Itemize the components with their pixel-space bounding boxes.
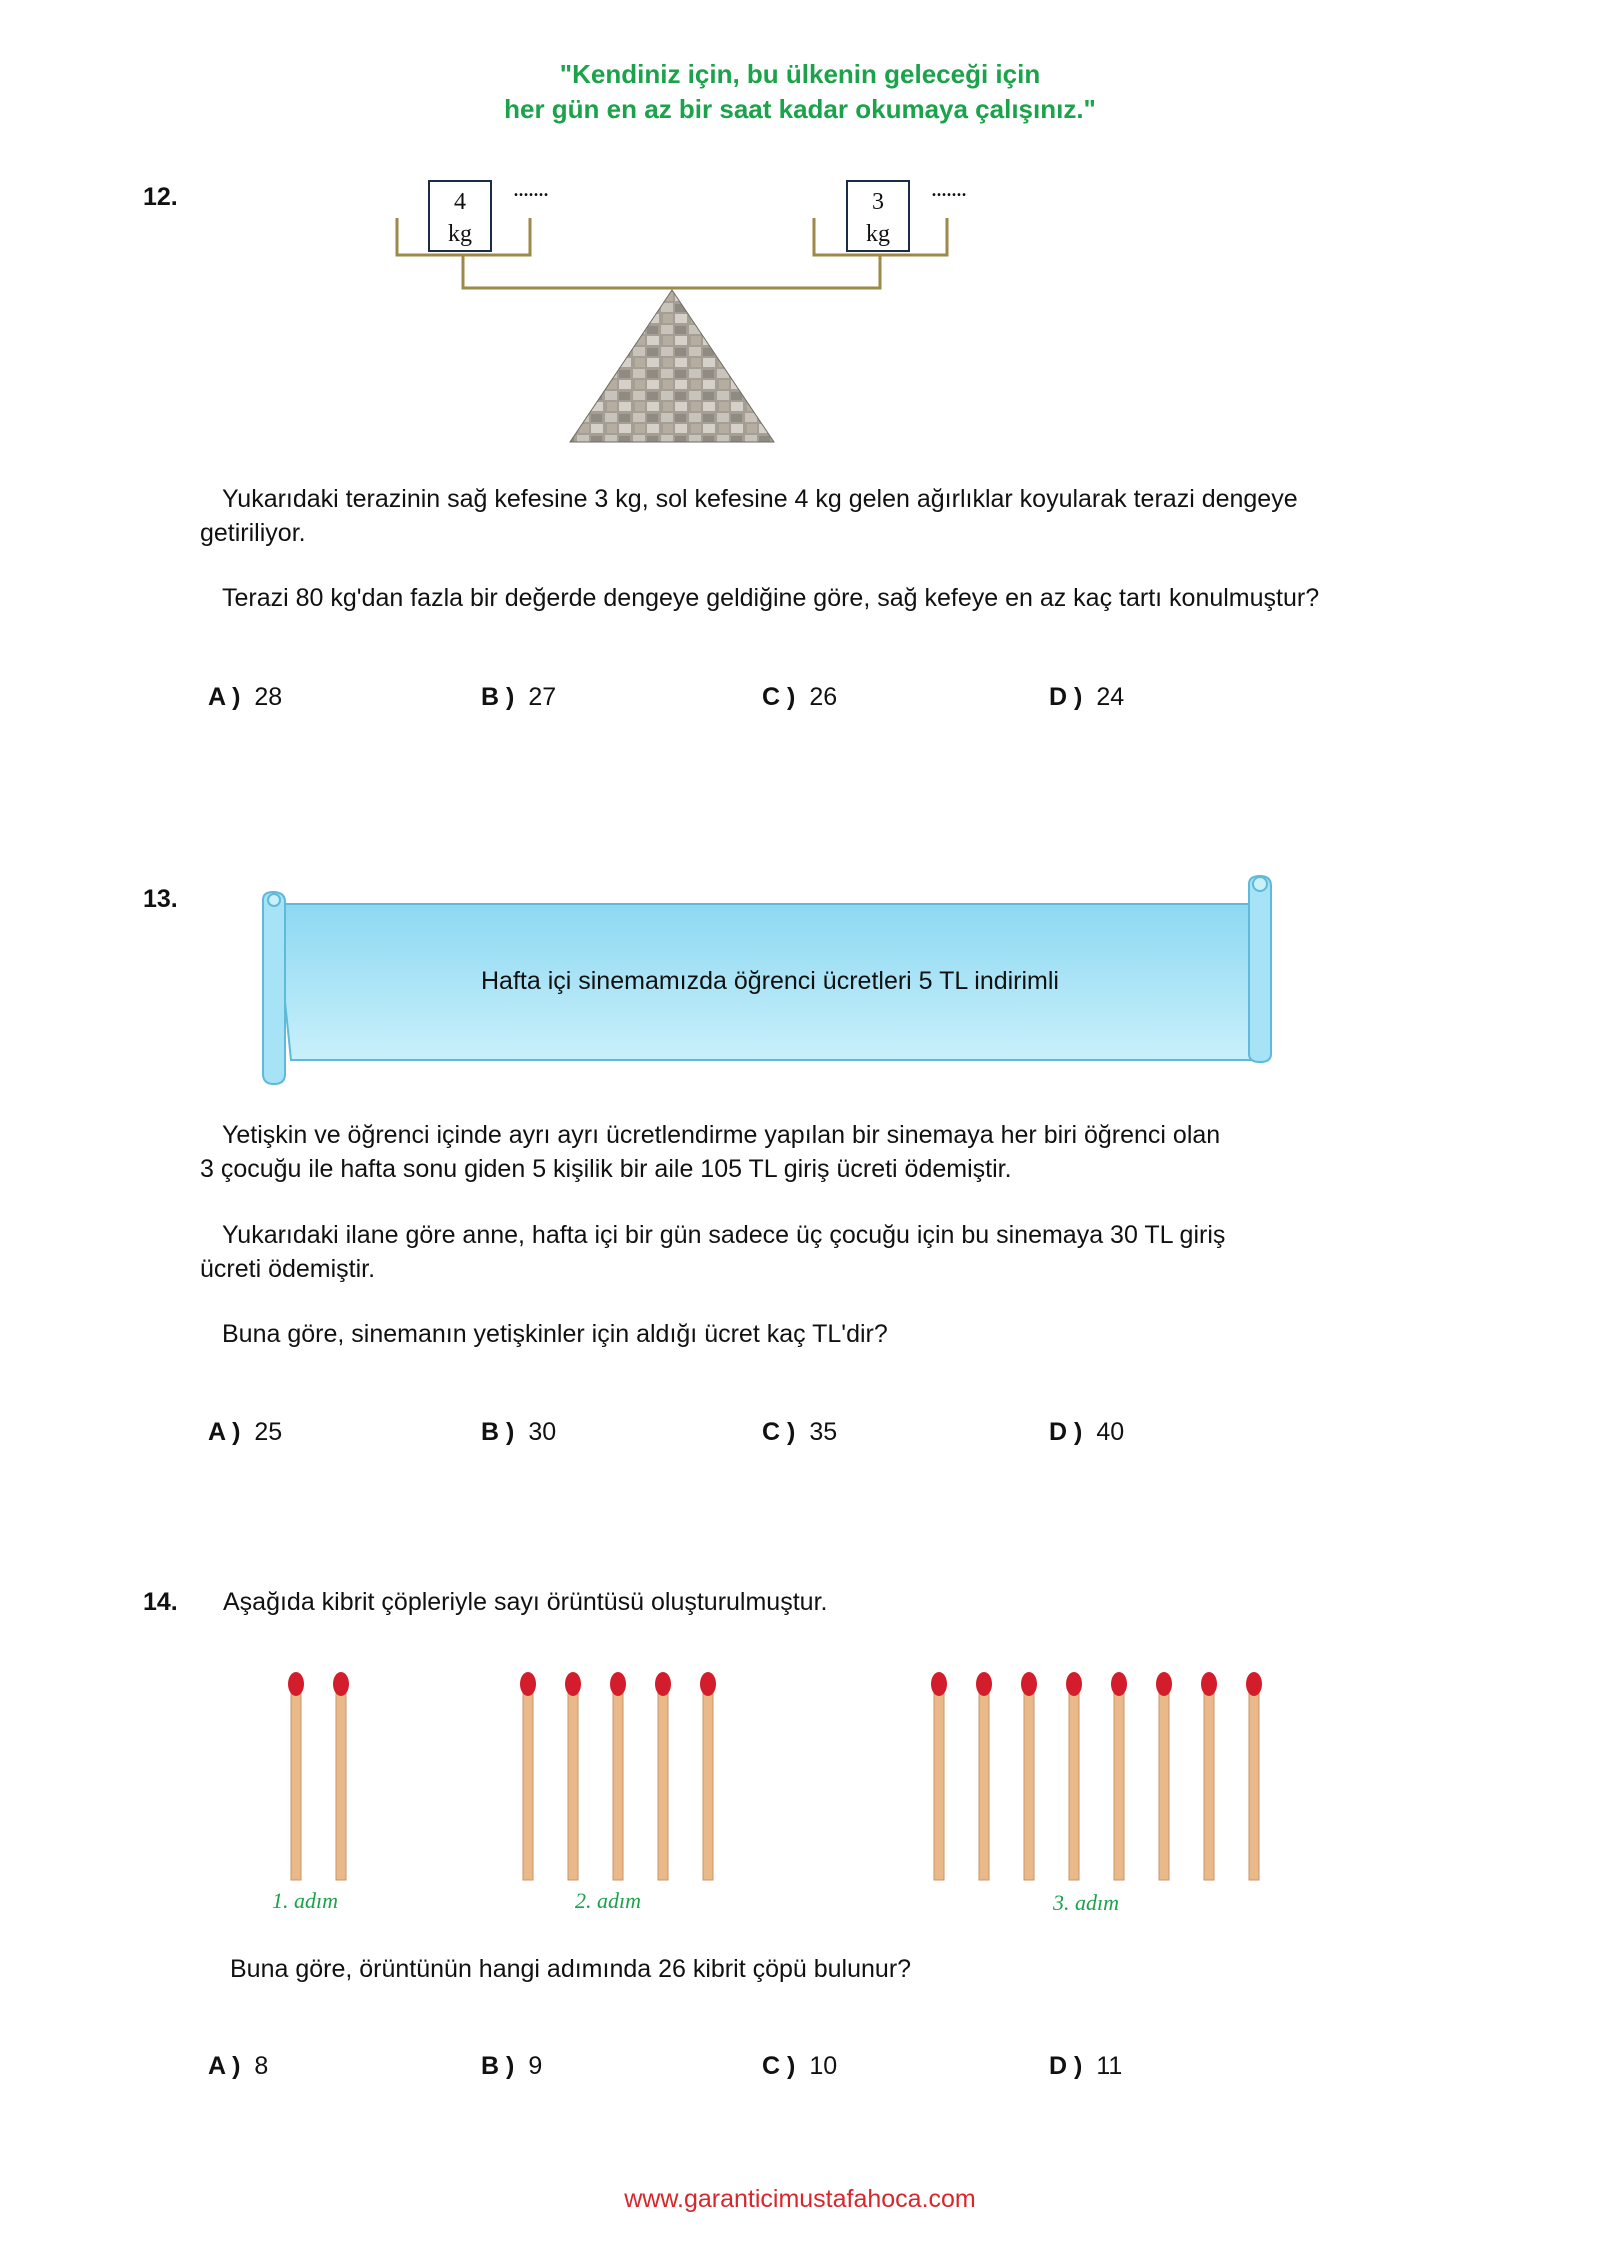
q13-option-a[interactable] bbox=[208, 1418, 282, 1447]
right-weight-unit: kg bbox=[866, 221, 890, 247]
q12-para1-line1: Yukarıdaki terazinin sağ kefesine 3 kg, sol kefesine 4 kg gelen ağırlıklar koyularak terazi dengeye bbox=[222, 485, 1298, 513]
left-weight-value: 4 bbox=[454, 189, 466, 215]
step-3-label: 3. adım bbox=[1053, 1890, 1119, 1915]
left-weight-box bbox=[428, 180, 492, 252]
option-label: A ) bbox=[208, 2052, 241, 2080]
step-2-label: 2. adım bbox=[575, 1888, 641, 1913]
matchstick bbox=[974, 1670, 994, 1882]
matchstick bbox=[1244, 1670, 1264, 1882]
q13-para3: Buna göre, sinemanın yetişkinler için aldığı ücret kaç TL'dir? bbox=[222, 1320, 888, 1348]
q12-option-b[interactable] bbox=[481, 683, 556, 712]
matchstick bbox=[563, 1670, 583, 1882]
option-label: C ) bbox=[762, 2052, 796, 2080]
option-value: 26 bbox=[809, 683, 838, 711]
q14-option-a[interactable] bbox=[208, 2052, 268, 2081]
matchstick-pattern bbox=[0, 1660, 1600, 1890]
scale-beam bbox=[463, 255, 880, 288]
question-13-number: 13. bbox=[143, 885, 178, 913]
question-13-paragraph-2 bbox=[200, 1218, 1225, 1286]
footer-website-link[interactable]: www.garanticimustafahoca.com bbox=[624, 2185, 976, 2213]
question-14-intro: Aşağıda kibrit çöpleriyle sayı örüntüsü oluşturulmuştur. bbox=[223, 1588, 828, 1616]
matchstick bbox=[1064, 1670, 1084, 1882]
option-value: 35 bbox=[809, 1418, 838, 1446]
matchstick bbox=[518, 1670, 538, 1882]
matchstick bbox=[698, 1670, 718, 1882]
option-value: 11 bbox=[1096, 2052, 1123, 2080]
question-12-paragraph-2 bbox=[200, 581, 1319, 615]
option-label: D ) bbox=[1049, 2052, 1083, 2080]
q14-option-c[interactable] bbox=[762, 2052, 837, 2081]
option-value: 25 bbox=[254, 1418, 283, 1446]
motto-line-2: her gün en az bir saat kadar okumaya çalışınız." bbox=[504, 94, 1096, 124]
q14-option-b[interactable] bbox=[481, 2052, 542, 2081]
option-value: 40 bbox=[1096, 1418, 1125, 1446]
matchstick bbox=[1154, 1670, 1174, 1882]
step-1-label: 1. adım bbox=[272, 1888, 338, 1913]
left-weight-dots: ....... bbox=[513, 176, 548, 202]
matchstick bbox=[1199, 1670, 1219, 1882]
option-value: 9 bbox=[528, 2052, 543, 2080]
option-label: B ) bbox=[481, 683, 515, 711]
matchstick bbox=[286, 1670, 306, 1882]
right-weight-value: 3 bbox=[872, 189, 884, 215]
matchstick bbox=[1109, 1670, 1129, 1882]
option-label: A ) bbox=[208, 683, 241, 711]
q12-para1-line2: getiriliyor. bbox=[200, 519, 306, 547]
matchstick bbox=[653, 1670, 673, 1882]
motto-line-1: "Kendiniz için, bu ülkenin geleceği için bbox=[559, 59, 1041, 89]
question-12-paragraph-1 bbox=[200, 482, 1298, 550]
q12-para2: Terazi 80 kg'dan fazla bir değerde dengeye geldiğine göre, sağ kefeye en az kaç tartı konulmuştur? bbox=[222, 584, 1320, 612]
option-value: 8 bbox=[254, 2052, 269, 2080]
question-13-paragraph-3 bbox=[200, 1317, 888, 1351]
option-label: D ) bbox=[1049, 683, 1083, 711]
q13-option-c[interactable] bbox=[762, 1418, 837, 1447]
stone-pyramid-fulcrum bbox=[570, 290, 774, 442]
option-label: A ) bbox=[208, 1418, 241, 1446]
question-14-question: Buna göre, örüntünün hangi adımında 26 kibrit çöpü bulunur? bbox=[230, 1955, 912, 1983]
q13-option-d[interactable] bbox=[1049, 1418, 1124, 1447]
option-value: 30 bbox=[528, 1418, 557, 1446]
q14-option-d[interactable] bbox=[1049, 2052, 1122, 2081]
left-weight-unit: kg bbox=[448, 221, 472, 247]
banner-announcement-text: Hafta içi sinemamızda öğrenci ücretleri 5 TL indirimli bbox=[481, 967, 1059, 995]
q13-para1-line1: Yetişkin ve öğrenci içinde ayrı ayrı ücretlendirme yapılan bir sinemaya her biri öğrenci olan bbox=[222, 1121, 1221, 1149]
question-13-paragraph-1 bbox=[200, 1118, 1220, 1186]
matchstick bbox=[331, 1670, 351, 1882]
question-12-number: 12. bbox=[143, 183, 178, 211]
option-value: 27 bbox=[528, 683, 557, 711]
right-weight-box bbox=[846, 180, 910, 252]
option-label: D ) bbox=[1049, 1418, 1083, 1446]
option-label: B ) bbox=[481, 1418, 515, 1446]
q12-option-a[interactable] bbox=[208, 683, 282, 712]
option-value: 10 bbox=[809, 2052, 838, 2080]
matchstick bbox=[1019, 1670, 1039, 1882]
q13-para1-line2: 3 çocuğu ile hafta sonu giden 5 kişilik bir aile 105 TL giriş ücreti ödemiştir. bbox=[200, 1155, 1012, 1183]
right-weight-dots: ....... bbox=[931, 176, 966, 202]
q13-para2-line2: ücreti ödemiştir. bbox=[200, 1255, 376, 1283]
q12-option-d[interactable] bbox=[1049, 683, 1124, 712]
q12-option-c[interactable] bbox=[762, 683, 837, 712]
option-label: C ) bbox=[762, 683, 796, 711]
option-value: 28 bbox=[254, 683, 283, 711]
matchstick bbox=[929, 1670, 949, 1882]
q13-option-b[interactable] bbox=[481, 1418, 556, 1447]
option-label: B ) bbox=[481, 2052, 515, 2080]
q13-para2-line1: Yukarıdaki ilane göre anne, hafta içi bir gün sadece üç çocuğu için bu sinemaya 30 TL giriş bbox=[222, 1221, 1226, 1249]
option-value: 24 bbox=[1096, 683, 1125, 711]
question-14-number: 14. bbox=[143, 1588, 178, 1616]
option-label: C ) bbox=[762, 1418, 796, 1446]
matchstick bbox=[608, 1670, 628, 1882]
